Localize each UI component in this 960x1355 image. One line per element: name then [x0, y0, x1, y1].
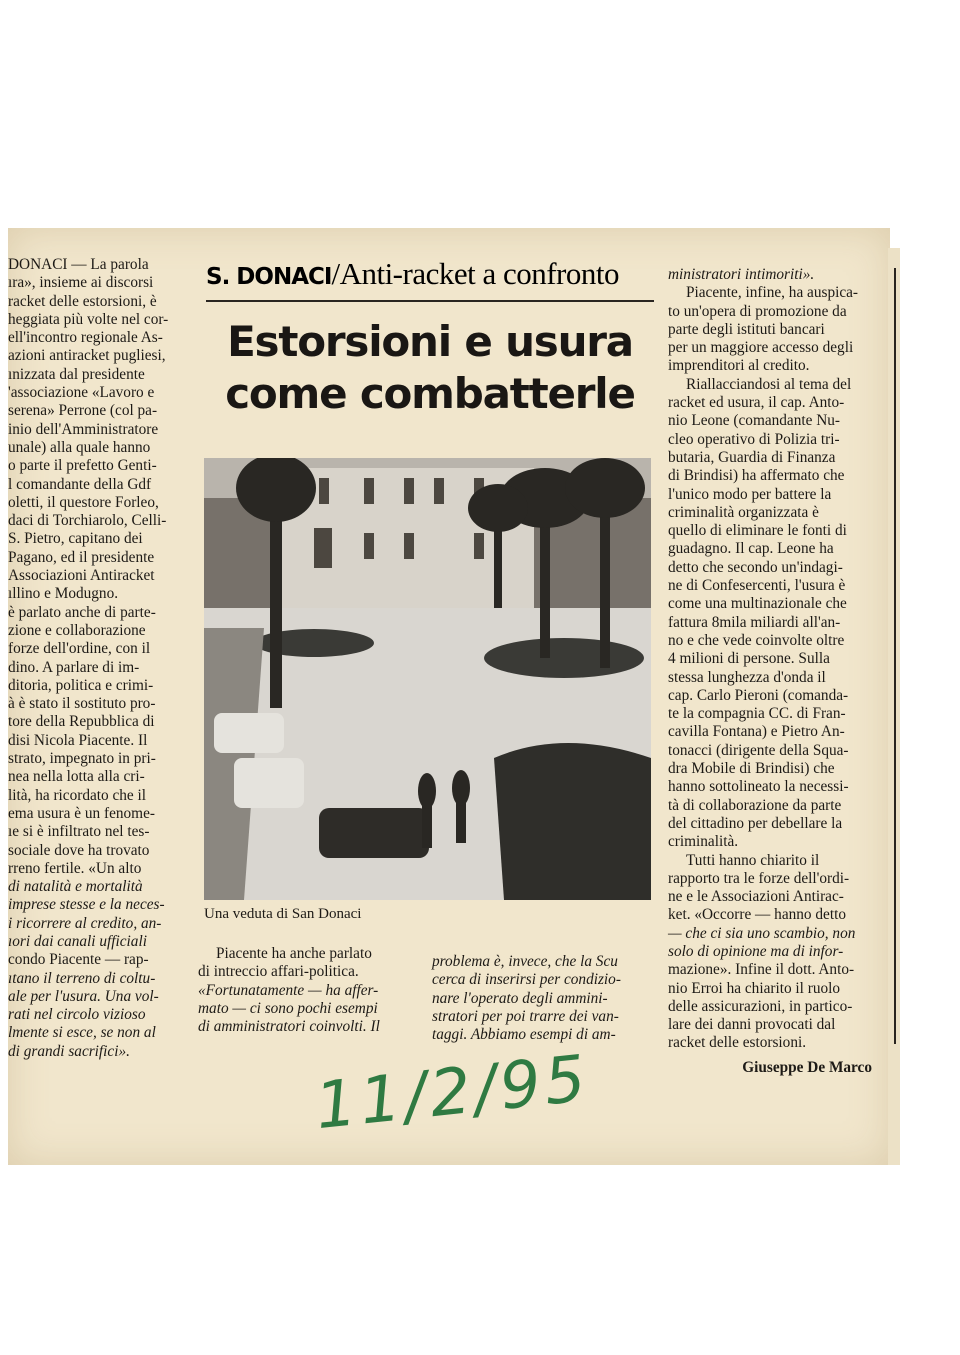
headline [206, 316, 654, 420]
text-line: Pagano, ed il presidente [8, 548, 155, 566]
text-line: ıori dai canali ufficiali [8, 932, 147, 950]
text-line: ditoria, politica e crimi- [8, 676, 154, 694]
text-line: ne di Confesercenti, l'usura è [668, 577, 846, 595]
text-line: mato — ci sono pochi esempi [198, 999, 378, 1017]
handwritten-date: 11/2/95 [311, 1041, 593, 1145]
text-line: ıra», insieme ai discorsi [8, 274, 154, 292]
text-line: ıtano il terreno di coltu- [8, 969, 156, 987]
text-line: ell'incontro regionale As- [8, 329, 163, 347]
text-line: oletti, il questore Forleo, [8, 493, 159, 511]
article-column-2 [198, 945, 420, 1036]
text-line: disi Nicola Piacente. Il [8, 731, 148, 749]
article-column-1 [8, 256, 194, 1061]
photo-caption: Una veduta di San Donaci [204, 906, 362, 922]
text-line: condo Piacente — rap- [8, 951, 149, 969]
text-line: come una multinazionale che [668, 595, 847, 613]
text-line: lità, ha ricordato che il [8, 786, 147, 804]
text-line: rati nel circolo vizioso [8, 1006, 146, 1024]
text-line: no e che vede coinvolte oltre [668, 631, 845, 649]
text-line: i ricorrere al credito, an- [8, 914, 162, 932]
text-line: fattura 8mila miliardi all'an- [668, 613, 841, 631]
text-line: racket ed usura, il cap. Anto- [668, 394, 845, 412]
text-line: taggi. Abbiamo esempi di am- [432, 1026, 616, 1044]
text-line: te la compagnia CC. di Fran- [668, 705, 846, 723]
kicker-place: S. DONACI [206, 264, 332, 290]
text-line: delle assicurazioni, in partico- [668, 997, 853, 1015]
text-line: o parte il prefetto Genti- [8, 457, 157, 475]
text-line: zione e collaborazione [8, 621, 146, 639]
article-header [206, 255, 654, 420]
text-line: ale per l'usura. Una vol- [8, 987, 159, 1005]
text-line: forze dell'ordine, con il [8, 640, 151, 658]
text-line: Piacente ha anche parlato [216, 945, 372, 962]
text-line: imprenditori al credito. [668, 357, 810, 375]
text-line: cap. Carlo Pieroni (comanda- [668, 686, 849, 704]
text-line: per un maggiore accesso degli [668, 339, 854, 357]
text-line: unale) alla quale hanno [8, 438, 151, 456]
text-line: nio Erroi ha chiarito il ruolo [668, 979, 841, 997]
text-line: di grandi sacrifici». [8, 1042, 130, 1060]
photo-san-donaci [204, 458, 651, 900]
text-line: ıe si è infiltrato nel tes- [8, 823, 150, 841]
text-line: «Fortunatamente — ha affer- [198, 981, 379, 999]
text-line: è parlato anche di parte- [8, 603, 156, 621]
text-line: Riallacciandosi al tema del [686, 375, 852, 393]
text-line: butaria, Guardia di Finanza [668, 448, 836, 466]
text-line: cavilla Fontana) e Pietro An- [668, 723, 845, 741]
text-line: mazione». Infine il dott. Anto- [668, 961, 855, 979]
text-line: dino. A parlare di im- [8, 658, 140, 676]
text-line: parte degli istituti bancari [668, 320, 825, 338]
text-line: 'associazione «Lavoro e [8, 384, 155, 402]
kicker [206, 255, 654, 296]
text-line: Associazioni Antiracket [8, 567, 155, 585]
text-line: DONACI — La parola [8, 256, 149, 273]
text-line: serena» Perrone (col pa- [8, 402, 158, 420]
text-line: hanno sottolineato la necessi- [668, 778, 849, 796]
text-line: di natalità e mortalità [8, 878, 143, 896]
text-line: problema è, invece, che la Scu [432, 953, 618, 970]
text-line: stessa lunghezza d'onda il [668, 668, 826, 686]
text-line: del cittadino per debellare la [668, 814, 843, 832]
text-line: à è stato il sostituto pro- [8, 695, 156, 713]
text-line: tà di collaborazione da parte [668, 796, 842, 814]
text-line: detto che secondo un'indagi- [668, 558, 843, 576]
headline-line-2: come combatterle [225, 369, 635, 418]
article-column-3 [432, 953, 647, 1044]
text-line: criminalità. [668, 833, 739, 851]
kicker-topic: /Anti-racket a confronto [331, 256, 619, 291]
text-line: daci di Torchiarolo, Celli- [8, 512, 167, 530]
text-line: quello di eliminare le fonti di [668, 522, 847, 540]
text-line: l'unico modo per battere la [668, 485, 832, 503]
text-line: ıllino e Modugno. [8, 585, 119, 603]
text-line: solo di opinione ma di infor- [668, 942, 844, 960]
text-line: Tutti hanno chiarito il [686, 851, 820, 869]
text-line: di amministratori coinvolti. Il [198, 1018, 380, 1036]
text-line: Piacente, infine, ha auspica- [686, 284, 859, 302]
text-line: S. Pietro, capitano dei [8, 530, 143, 548]
text-line: l comandante della Gdf [8, 475, 152, 493]
text-line: cleo operativo di Polizia tri- [668, 430, 840, 448]
text-line: di intreccio affari-politica. [198, 963, 359, 981]
text-line: imprese stesse e la neces- [8, 896, 165, 914]
text-line: dra Mobile di Brindisi) che [668, 760, 835, 778]
text-line: heggiata più volte nel cor- [8, 310, 169, 328]
byline: Giuseppe De Marco [742, 1058, 872, 1076]
text-line: 4 milioni di persone. Sulla [668, 650, 830, 668]
text-line: lare dei danni provocati dal [668, 1016, 836, 1034]
text-line: rreno fertile. «Un alto [8, 859, 142, 877]
text-line: to un'opera di promozione da [668, 302, 847, 320]
text-line: inio dell'Amministratore [8, 420, 159, 438]
text-line: racket delle estorsioni, è [8, 292, 157, 310]
article-column-4-text [668, 266, 890, 1053]
text-line: ne e le Associazioni Antirac- [668, 888, 844, 906]
kicker-rule [206, 300, 654, 302]
text-line: nea nella lotta alla cri- [8, 768, 145, 786]
text-line: racket delle estorsioni. [668, 1034, 807, 1052]
text-line: stratori per poi trarre dei van- [432, 1007, 619, 1025]
text-line: cerca di inserirsi per condizio- [432, 971, 621, 989]
text-line: lmente si esce, se non al [8, 1024, 156, 1042]
text-line: ket. «Occorre — hanno detto [668, 906, 846, 924]
text-line: tore della Repubblica di [8, 713, 155, 731]
text-line: azioni antiracket pugliesi, [8, 347, 166, 365]
text-line: ema usura è un fenome- [8, 804, 155, 822]
text-line: tonacci (dirigente della Squa- [668, 741, 849, 759]
text-line: ministratori intimoriti». [668, 266, 815, 283]
text-line: di Brindisi) ha affermato che [668, 467, 845, 485]
article-column-4 [668, 266, 890, 1077]
text-line: ınizzata dal presidente [8, 365, 145, 383]
text-line: rapporto tra le forze dell'ordi- [668, 869, 850, 887]
text-line: — che ci sia uno scambio, non [668, 924, 856, 942]
text-line: guadagno. Il cap. Leone ha [668, 540, 834, 558]
text-line: criminalità organizzata è [668, 503, 819, 521]
column-rule [894, 268, 896, 1044]
text-line: nare l'operato degli ammini- [432, 989, 608, 1007]
text-line: nio Leone (comandante Nu- [668, 412, 841, 430]
text-line: sociale dove ha trovato [8, 841, 150, 859]
headline-line-1: Estorsioni e usura [227, 317, 633, 366]
text-line: strato, impegnato in pri- [8, 750, 156, 768]
